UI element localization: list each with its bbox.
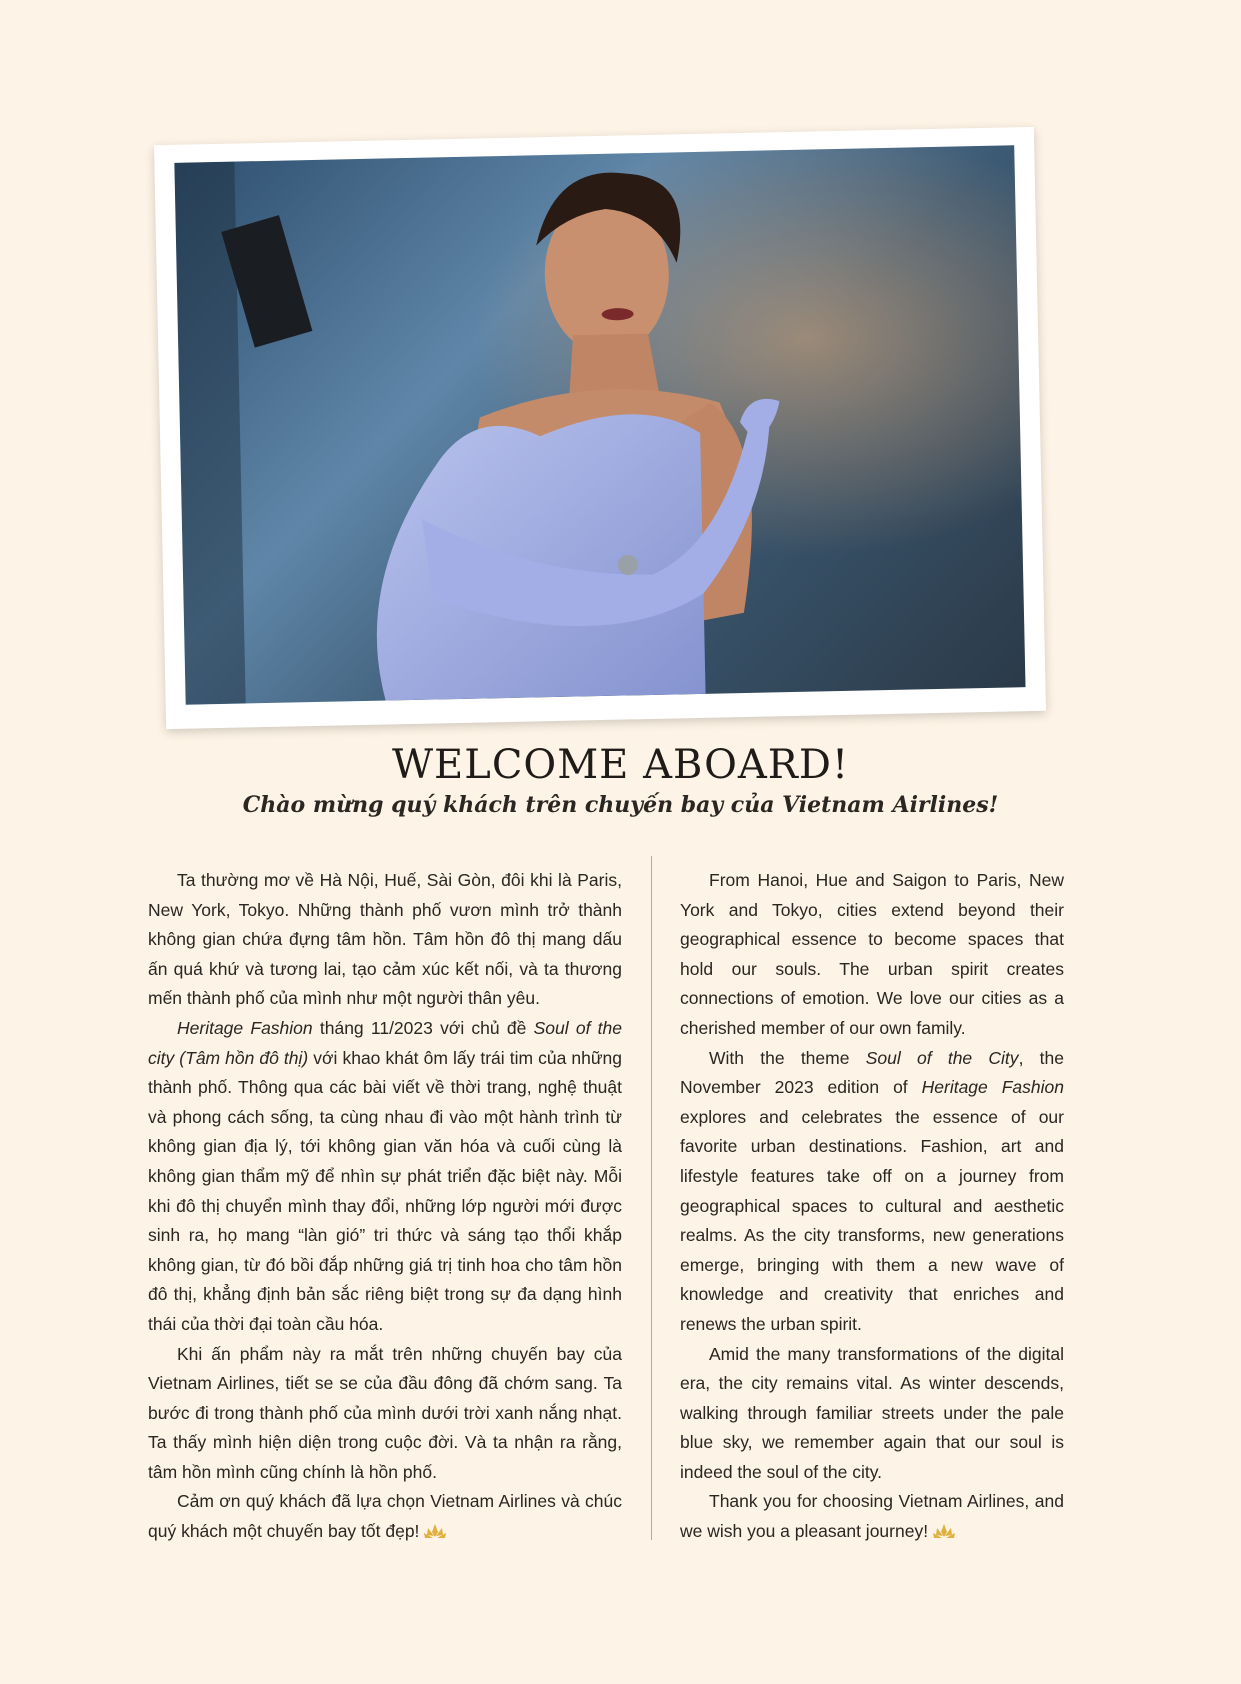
en-p2-text-a: With the theme (709, 1047, 866, 1068)
en-paragraph-1: From Hanoi, Hue and Saigon to Paris, New York and Tokyo, cities extend beyond their geographical essence to become spaces that hold our souls. The urban spirit creates connections of emotion. We love our cities as a cherished member of our own family. (680, 870, 1064, 1038)
lotus-icon (423, 1523, 447, 1539)
en-italic-theme: Soul of the City (865, 1047, 1019, 1068)
vi-p2-text-a: tháng 11/2023 với chủ đề (312, 1017, 534, 1038)
vi-paragraph-3: Khi ấn phẩm này ra mắt trên những chuyến bay của Vietnam Airlines, tiết se se của đầu đông đã chớm sang. Ta bước đi trong thành phố của mình dưới trời xanh nắng nhạt. Ta thấy mình hiện diện trong cuộc đời. Và ta nhận ra rằng, tâm hồn mình cũng chính là hồn phố. (148, 1343, 622, 1482)
vi-p2-text-b: với khao khát ôm lấy trái tim của những thành phố. Thông qua các bài viết về thời trang, nghệ thuật và phong cách sống, ta cùng nhau đi vào một hành trình từ không gian địa lý, tới không gian văn hóa và cuối cùng là không gian thẩm mỹ để nhìn sự phát triển đặc biệt này. Mỗi khi đô thị chuyển mình thay đổi, những lớp người mới được sinh ra, họ mang “làn gió” tri thức và sáng tạo thổi khắp không gian, từ đó bồi đắp những giá trị tinh hoa cho tâm hồn đô thị, khẳng định bản sắc riêng biệt trong sự đa dạng hình thái của thời đại toàn cầu hóa. (148, 1047, 623, 1334)
column-divider (651, 856, 652, 1540)
en-p2-text-b: , the November 2023 edition of (680, 1047, 1065, 1098)
en-paragraph-3: Amid the many transformations of the digital era, the city remains vital. As winter descends, walking through familiar streets under the pale blue sky, we remember again that our soul is indeed the soul of the city. (680, 1343, 1064, 1482)
en-paragraph-2 (680, 1044, 1064, 1340)
vi-p4-text: Cảm ơn quý khách đã lựa chọn Vietnam Airlines và chúc quý khách một chuyến bay tốt đẹp! (148, 1491, 622, 1542)
en-italic-heritage: Heritage Fashion (921, 1077, 1064, 1098)
vi-paragraph-1: Ta thường mơ về Hà Nội, Huế, Sài Gòn, đôi khi là Paris, New York, Tokyo. Những thành phố vươn mình trở thành không gian chứa đựng tâm hồn. Tâm hồn đô thị mang dấu ấn quá khứ và tương lai, tạo cảm xúc kết nối, và ta thương mến thành phố của mình như một người thân yêu. (148, 870, 622, 1009)
cover-photo (174, 145, 1025, 704)
en-p2-text-c: explores and celebrates the essence of our favorite urban destinations. Fashion, art and lifestyle features take off on a journey from geographical spaces to cultural and aesthetic realms. As the city transforms, new generations emerge, bringing with them a new wave of knowledge and creativity that enriches and renews the urban spirit. (680, 1106, 1064, 1334)
portrait-illustration (174, 145, 1025, 704)
page-title: WELCOME ABOARD! (391, 742, 850, 788)
vietnamese-column (148, 866, 622, 1547)
page-subtitle: Chào mừng quý khách trên chuyến bay của Vietnam Airlines! (242, 792, 999, 818)
photo-frame (154, 127, 1046, 729)
lotus-icon (932, 1523, 956, 1539)
en-p4-text: Thank you for choosing Vietnam Airlines, and we wish you a pleasant journey! (680, 1491, 1064, 1542)
vi-paragraph-4 (148, 1487, 622, 1546)
vi-italic-heritage: Heritage Fashion (177, 1017, 313, 1038)
en-paragraph-4 (680, 1487, 1064, 1546)
english-column (680, 866, 1064, 1547)
vi-paragraph-2 (148, 1014, 622, 1340)
vi-italic-theme: Soul of the city (Tâm hồn đô thị) (148, 1017, 622, 1068)
